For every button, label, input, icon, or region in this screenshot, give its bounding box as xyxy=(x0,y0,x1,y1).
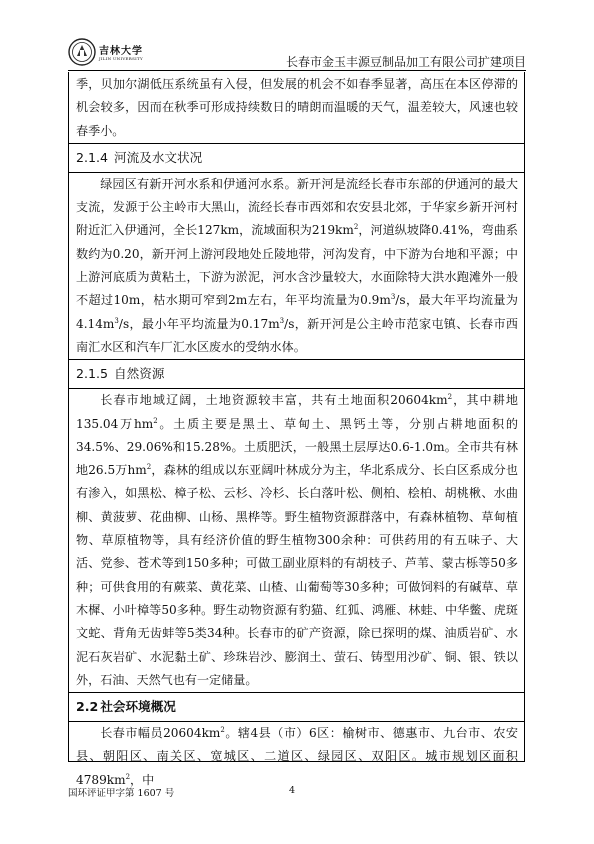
unit-superscript: 2 xyxy=(220,726,225,735)
section-heading xyxy=(76,359,518,389)
paragraph-text: 。土质主要是黑土、草甸土、黑钙土等，分别占耕地面积的34.5%、29.06%和15.28%。土质肥沃，一般黑土层厚达0.6-1.0m。全市共有林地26.5万hm xyxy=(76,416,518,478)
header-title: 长春市金玉丰源豆制品加工有限公司扩建项目 xyxy=(285,55,526,69)
section-rule xyxy=(68,721,525,722)
document-body xyxy=(76,73,518,792)
section-rule xyxy=(68,388,525,389)
body-paragraph xyxy=(76,722,518,792)
section-number: 2.2 xyxy=(76,699,99,715)
section-rule xyxy=(68,143,525,144)
section-number: 2.1.5 xyxy=(76,366,109,382)
section-title: 社会环境概况 xyxy=(100,699,176,715)
header-rule xyxy=(68,70,526,71)
paragraph-text: ，其中耕地135.04万hm xyxy=(76,393,518,431)
paragraph-text: /s，新开河是公主岭市范家屯镇、长春市西南汇水区和汽车厂汇水区废水的受纳水体。 xyxy=(76,316,518,354)
university-seal-icon xyxy=(68,38,96,66)
body-paragraph xyxy=(76,389,518,692)
body-paragraph xyxy=(76,173,518,359)
paragraph-text: 绿园区有新开河水系和伊通河水系。新开河是流经长春市东部的伊通河的最大支流，发源于公主岭市大黑山，流经长春市西郊和农安县北郊，于华家乡新开河村附近汇入伊通河，全长127km，流域面积为219km xyxy=(76,176,518,238)
paragraph-text: /s，最大年平均流量为4.14m xyxy=(76,293,518,331)
unit-superscript: 2 xyxy=(447,393,453,402)
certificate-number: 国环评证甲字第 1607 号 xyxy=(68,788,175,799)
section-rule xyxy=(68,359,525,360)
paragraph-text: 季，贝加尔湖低压系统虽有入侵，但发展的机会不如春季显著，高压在本区停滞的机会较多，因而在秋季可形成持续数日的晴朗而温暖的天气，温差较大，风速也较春季小。 xyxy=(76,77,518,138)
section-heading xyxy=(76,143,518,173)
paragraph-text: ，中 xyxy=(130,772,155,787)
paragraph-text: 长春市幅员20604km xyxy=(100,726,221,741)
paragraph-text: 长春市地域辽阔，土地资源较丰富，共有土地面积20604km xyxy=(100,393,448,408)
unit-superscript: 2 xyxy=(353,223,359,232)
page-number: 4 xyxy=(289,785,296,796)
section-rule xyxy=(68,172,525,173)
paragraph-text: ，森林的组成以东亚阔叶林成分为主，华北系成分、长白区系成分也有渗入，如黑松、樟子松、云杉、冷杉、长白落叶松、侧柏、桧柏、胡桃楸、水曲柳、黄菠萝、花曲柳、山杨、黑桦等。野生植物资源群落中，有森林植物、草甸植物、草原植物等，具有经济价值的野生植物300余种：可供药用的有五味子、大活、党参、苍术等到150多种；可做工副业原料的有胡枝子、芦苇、蒙古栎等50多种；可供食用的有蕨菜、黄花菜、山楂、山葡萄等30多种；可做饲料的有碱草、草木樨、小叶樟等50多种。野生动物资源有豹猫、红狐、鸿雁、林蛙、中华鳖、虎斑文蛇、背角无齿蚌等5类34种。长春市的矿产资源，除已探明的煤、油质岩矿、水泥石灰岩矿、水泥黏土矿、珍珠岩沙、膨润土、萤石、铸型用沙矿、铜、银、铁以外，石油、天然气也有一定储量。 xyxy=(76,463,518,687)
unit-superscript: 2 xyxy=(146,463,152,472)
section-heading xyxy=(76,692,518,722)
paragraph-text: 。辖4县（市）6区：榆树市、德惠市、九台市、农安县、朝阳区、南关区、宽城区、二道区、绿园区、双阳区。城市规划区面积4789km xyxy=(76,726,518,787)
logo-text: 吉林大学 xyxy=(99,46,143,57)
unit-superscript: 2 xyxy=(125,772,131,781)
section-title: 河流及水文状况 xyxy=(114,149,203,165)
paragraph-text: /s，最小年平均流量为0.17m xyxy=(118,316,280,331)
page-header xyxy=(68,34,526,72)
body-paragraph xyxy=(76,73,518,143)
logo-subtext: JILIN UNIVERSITY xyxy=(99,56,143,61)
unit-superscript: 2 xyxy=(153,416,158,425)
unit-superscript: 3 xyxy=(390,293,396,302)
unit-superscript: 3 xyxy=(114,316,119,325)
unit-superscript: 3 xyxy=(279,316,285,325)
section-number: 2.1.4 xyxy=(76,149,109,165)
paragraph-text: ，河道纵坡降0.41%，弯曲系数约为0.20，新开河上游河段地处丘陵地带，河沟发育，中下游为台地和平源；中上游河底质为黄粘土，下游为淤泥，河水含沙量较大，水面除特大洪水跑滩外一般不超过10m，枯水期可窄到2m左右，年平均流量为0.9m xyxy=(76,223,518,308)
section-rule xyxy=(68,692,525,693)
section-title: 自然资源 xyxy=(114,366,165,382)
